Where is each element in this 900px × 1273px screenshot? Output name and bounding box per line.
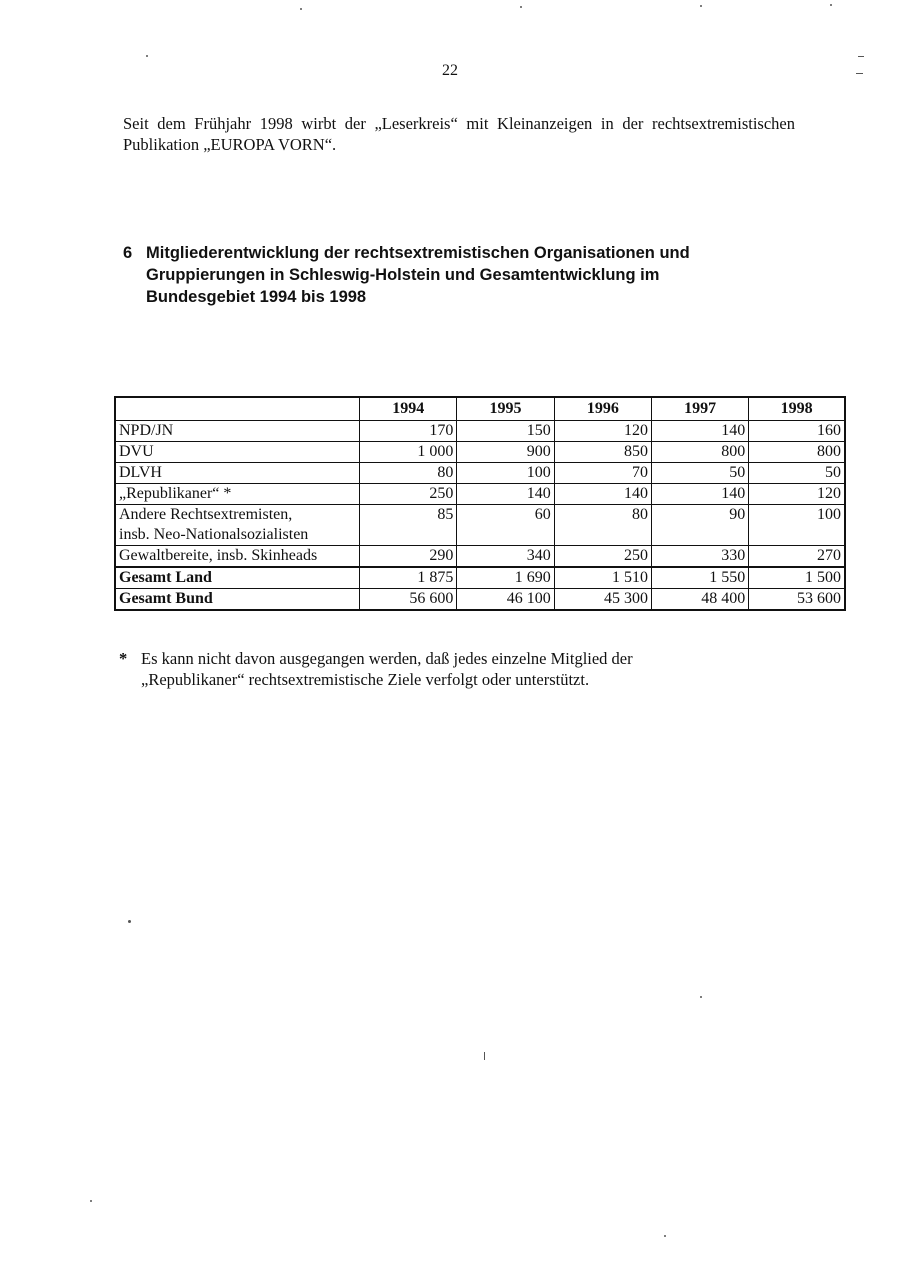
- value-cell: 250: [360, 484, 457, 505]
- row-label: Gesamt Land: [115, 567, 360, 589]
- table-row: [115, 463, 845, 484]
- row-label: DVU: [115, 442, 360, 463]
- value-cell: 56 600: [360, 589, 457, 611]
- value-cell: 46 100: [457, 589, 554, 611]
- intro-paragraph: [123, 113, 795, 155]
- table-row: [115, 484, 845, 505]
- scan-speck: [520, 6, 522, 8]
- value-cell: 48 400: [651, 589, 748, 611]
- scan-speck: [700, 5, 702, 7]
- year-header: 1995: [457, 397, 554, 421]
- value-cell: 80: [554, 505, 651, 546]
- value-cell: 50: [749, 463, 845, 484]
- value-cell: 100: [457, 463, 554, 484]
- scan-speck: [300, 8, 302, 10]
- value-cell: 45 300: [554, 589, 651, 611]
- value-cell: 100: [749, 505, 845, 546]
- table-row-total-land: [115, 567, 845, 589]
- value-cell: 120: [749, 484, 845, 505]
- scan-speck: [146, 55, 148, 57]
- value-cell: 53 600: [749, 589, 845, 611]
- value-cell: 330: [651, 546, 748, 568]
- section-title: [146, 242, 783, 308]
- value-cell: 290: [360, 546, 457, 568]
- row-label: NPD/JN: [115, 421, 360, 442]
- row-label-line: insb. Neo-Nationalsozialisten: [119, 526, 309, 543]
- scan-speck: [664, 1235, 666, 1237]
- scan-speck: [858, 56, 864, 57]
- value-cell: 160: [749, 421, 845, 442]
- value-cell: 340: [457, 546, 554, 568]
- section-title-line: Bundesgebiet 1994 bis 1998: [146, 288, 367, 306]
- footnote: [119, 648, 791, 690]
- scan-speck: [700, 996, 702, 998]
- scan-speck: [830, 4, 832, 6]
- section-title-line: Mitgliederentwicklung der rechtsextremistischen Organisationen und: [146, 244, 690, 262]
- section-title-line: Gruppierungen in Schleswig-Holstein und Gesamtentwicklung im: [146, 266, 660, 284]
- scan-speck: [90, 1200, 92, 1202]
- value-cell: 150: [457, 421, 554, 442]
- scan-speck: [128, 920, 131, 923]
- value-cell: 70: [554, 463, 651, 484]
- value-cell: 170: [360, 421, 457, 442]
- value-cell: 50: [651, 463, 748, 484]
- row-label: DLVH: [115, 463, 360, 484]
- membership-table: [114, 396, 846, 611]
- section-heading: [123, 242, 783, 308]
- value-cell: 1 875: [360, 567, 457, 589]
- table-row: [115, 505, 845, 546]
- value-cell: 1 000: [360, 442, 457, 463]
- page-number: 22: [442, 62, 458, 79]
- scan-speck: [484, 1052, 485, 1060]
- value-cell: 900: [457, 442, 554, 463]
- value-cell: 90: [651, 505, 748, 546]
- row-label: Gesamt Bund: [115, 589, 360, 611]
- value-cell: 1 500: [749, 567, 845, 589]
- value-cell: 140: [651, 421, 748, 442]
- value-cell: 140: [554, 484, 651, 505]
- footnote-text: [141, 648, 791, 690]
- footnote-line: Es kann nicht davon ausgegangen werden, daß jedes einzelne Mitglied der: [141, 649, 633, 668]
- value-cell: 270: [749, 546, 845, 568]
- value-cell: 850: [554, 442, 651, 463]
- value-cell: 1 510: [554, 567, 651, 589]
- table-row-total-bund: [115, 589, 845, 611]
- table-header-row: [115, 397, 845, 421]
- value-cell: 250: [554, 546, 651, 568]
- year-header: 1994: [360, 397, 457, 421]
- section-number: 6: [123, 244, 133, 262]
- value-cell: 800: [651, 442, 748, 463]
- table-row: [115, 421, 845, 442]
- row-label: Gewaltbereite, insb. Skinheads: [115, 546, 360, 568]
- value-cell: 60: [457, 505, 554, 546]
- intro-text: Seit dem Frühjahr 1998 wirbt der „Leserkreis“ mit Kleinanzeigen in der rechtsextremistischen Publikation „EUROPA VORN“.: [123, 114, 795, 154]
- footnote-marker: *: [119, 649, 128, 668]
- table-row: [115, 546, 845, 568]
- value-cell: 140: [651, 484, 748, 505]
- table-corner-cell: [115, 397, 360, 421]
- footnote-line: „Republikaner“ rechtsextremistische Ziele verfolgt oder unterstützt.: [141, 670, 590, 689]
- table-row: [115, 442, 845, 463]
- year-header: 1998: [749, 397, 845, 421]
- year-header: 1997: [651, 397, 748, 421]
- value-cell: 1 550: [651, 567, 748, 589]
- row-label: [115, 505, 360, 546]
- scan-speck: [856, 73, 863, 74]
- value-cell: 120: [554, 421, 651, 442]
- year-header: 1996: [554, 397, 651, 421]
- value-cell: 85: [360, 505, 457, 546]
- value-cell: 1 690: [457, 567, 554, 589]
- value-cell: 140: [457, 484, 554, 505]
- value-cell: 800: [749, 442, 845, 463]
- value-cell: 80: [360, 463, 457, 484]
- row-label: „Republikaner“ *: [115, 484, 360, 505]
- row-label-line: Andere Rechtsextremisten,: [119, 506, 293, 523]
